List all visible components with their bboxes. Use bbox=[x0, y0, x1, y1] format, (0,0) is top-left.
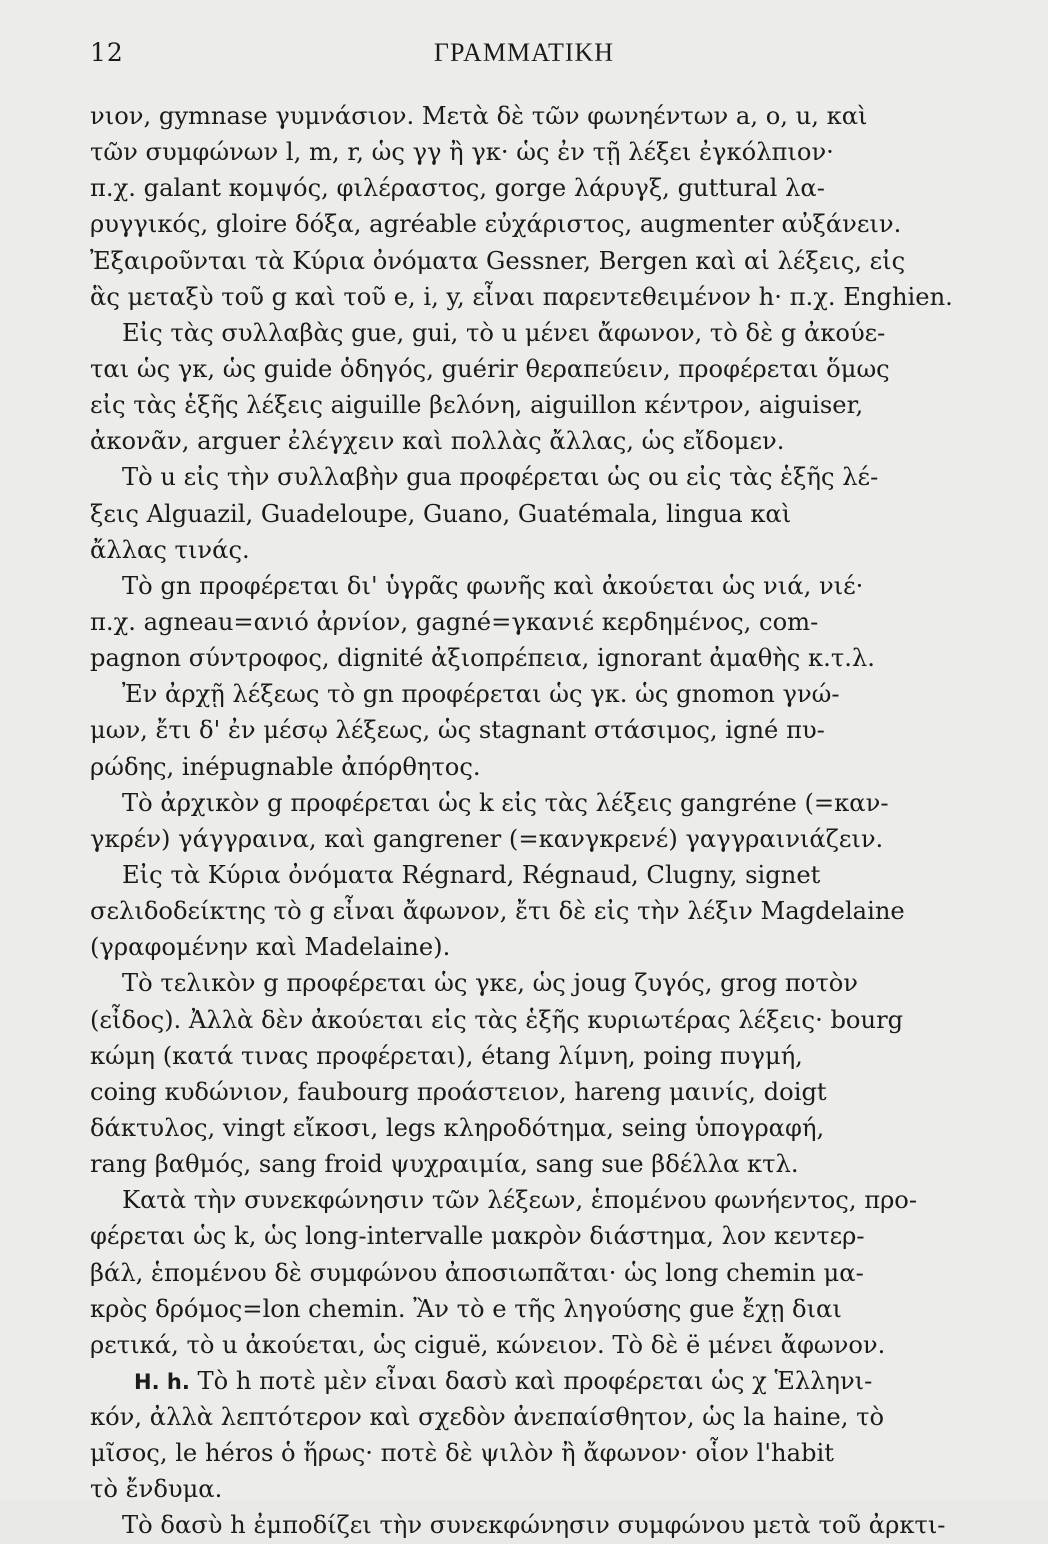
section-marker: H. h. bbox=[134, 1369, 190, 1394]
text-line: τὸ ἔνδυμα. bbox=[90, 1475, 223, 1504]
text-line: σελιδοδείκτης τὸ g εἶναι ἄφωνον, ἔτι δὲ εἰς τὴν λέξιν Magdelaine bbox=[90, 897, 905, 926]
text-line: μῖσος, le héros ὁ ἥρως· ποτὲ δὲ ψιλὸν ἢ ἄφωνον· οἷον l'habit bbox=[90, 1439, 834, 1468]
text-line: ἀκονᾶν, arguer ἐλέγχειν καὶ πολλὰς ἄλλας, ὡς εἴδομεν. bbox=[90, 427, 785, 456]
text-line: ξεις Alguazil, Guadeloupe, Guano, Guatémala, lingua καὶ bbox=[90, 499, 792, 528]
text-line: Τὸ gn προφέρεται δι' ὑγρᾶς φωνῆς καὶ ἀκούεται ὡς νιά, νιέ· bbox=[122, 571, 864, 600]
text-line: φέρεται ὡς k, ὡς long-intervalle μακρὸν διάστημα, λον κεντερ- bbox=[90, 1222, 865, 1251]
text-line: εἰς τὰς ἑξῆς λέξεις aiguille βελόνη, aiguillon κέντρον, aiguiser, bbox=[90, 391, 864, 420]
text-line: ρώδης, inépugnable ἀπόρθητος. bbox=[90, 752, 481, 781]
text-line: Τὸ ἀρχικὸν g προφέρεται ὡς k εἰς τὰς λέξεις gangréne (=καν- bbox=[122, 788, 889, 817]
text-line: κόν, ἀλλὰ λεπτότερον καὶ σχεδὸν ἀνεπαίσθητον, ὡς la haine, τὸ bbox=[90, 1403, 885, 1432]
text-line: Τὸ δασὺ h ἐμποδίζει τὴν συνεκφώνησιν συμφώνου μετὰ τοῦ ἀρκτι- bbox=[122, 1511, 946, 1540]
page-header bbox=[0, 38, 1048, 78]
text-line: κώμη (κατά τινας προφέρεται), étang λίμνη, poing πυγμή, bbox=[90, 1041, 803, 1070]
section-heading-line bbox=[90, 1363, 1010, 1399]
text-line: Τὸ h ποτὲ μὲν εἶναι δασὺ καὶ προφέρεται ὡς χ Ἑλληνι- bbox=[197, 1366, 873, 1395]
text-line: κρὸς δρόμος=lon chemin. Ἂν τὸ e τῆς ληγούσης gue ἔχῃ διαι bbox=[90, 1294, 842, 1323]
text-line: π.χ. agneau=ανιό ἀρνίον, gagné=γκανιέ κερδημένος, com- bbox=[90, 607, 819, 636]
text-line: rang βαθμός, sang froid ψυχραιμία, sang sue βδέλλα κτλ. bbox=[90, 1150, 799, 1179]
page-number: 12 bbox=[90, 38, 124, 67]
text-line: ἄλλας τινάς. bbox=[90, 535, 250, 564]
text-line: Εἰς τὰ Κύρια ὀνόματα Régnard, Régnaud, Clugny, signet bbox=[122, 860, 821, 889]
text-line: Κατὰ τὴν συνεκφώνησιν τῶν λέξεων, ἑπομένου φωνήεντος, προ- bbox=[122, 1186, 918, 1215]
text-line: γκρέν) γάγγραινα, καὶ gangrener (=κανγκρενέ) γαγγραινιάζειν. bbox=[90, 824, 884, 853]
text-line: Ἐξαιροῦνται τὰ Κύρια ὀνόματα Gessner, Bergen καὶ αἱ λέξεις, εἰς bbox=[90, 246, 906, 275]
text-line: μων, ἔτι δ' ἐν μέσῳ λέξεως, ὡς stagnant στάσιμος, igné πυ- bbox=[90, 716, 825, 745]
text-line: (εἶδος). Ἀλλὰ δὲν ἀκούεται εἰς τὰς ἑξῆς κυριωτέρας λέξεις· bourg bbox=[90, 1005, 904, 1034]
text-line: coing κυδώνιον, faubourg προάστειον, hareng μαινίς, doigt bbox=[90, 1077, 827, 1106]
body-text bbox=[90, 98, 1010, 1544]
text-line: Τὸ u εἰς τὴν συλλαβὴν gua προφέρεται ὡς ou εἰς τὰς ἑξῆς λέ- bbox=[122, 463, 879, 492]
text-line: Ἐν ἀρχῇ λέξεως τὸ gn προφέρεται ὡς γκ. ὡς gnomon γνώ- bbox=[122, 680, 840, 709]
text-line: βάλ, ἑπομένου δὲ συμφώνου ἀποσιωπᾶται· ὡς long chemin μα- bbox=[90, 1258, 864, 1287]
text-line: νιον, gymnase γυμνάσιον. Μετὰ δὲ τῶν φωνηέντων a, o, u, καὶ bbox=[90, 102, 868, 130]
text-line: pagnon σύντροφος, dignité ἀξιοπρέπεια, ignorant ἀμαθὴς κ.τ.λ. bbox=[90, 644, 875, 673]
text-line: (γραφομένην καὶ Madelaine). bbox=[90, 933, 451, 962]
running-title: ΓΡΑΜΜΑΤΙΚΗ bbox=[433, 38, 615, 67]
text-line: ται ὡς γκ, ὡς guide ὁδηγός, guérir θεραπεύειν, προφέρεται ὅμως bbox=[90, 354, 890, 383]
text-line: Τὸ τελικὸν g προφέρεται ὡς γκε, ὡς joug ζυγός, grog ποτὸν bbox=[122, 969, 858, 998]
text-line: ἃς μεταξὺ τοῦ g καὶ τοῦ e, i, y, εἶναι παρεντεθειμένον h· π.χ. Enghien. bbox=[90, 282, 953, 311]
text-line: π.χ. galant κομψός, φιλέραστος, gorge λάρυγξ, guttural λα- bbox=[90, 174, 825, 203]
text-line: Εἰς τὰς συλλαβὰς gue, gui, τὸ u μένει ἄφωνον, τὸ δὲ g ἀκούε- bbox=[122, 318, 886, 347]
text-line: δάκτυλος, vingt εἴκοσι, legs κληροδότημα, seing ὑπογραφή, bbox=[90, 1113, 825, 1142]
text-line: ρετικά, τὸ u ἀκούεται, ὡς ciguë, κώνειον. Τὸ δὲ ë μένει ἄφωνον. bbox=[90, 1330, 886, 1359]
text-line: ρυγγικός, gloire δόξα, agréable εὐχάριστος, augmenter αὐξάνειν. bbox=[90, 210, 902, 239]
text-line: τῶν συμφώνων l, m, r, ὡς γγ ἢ γκ· ὡς ἐν τῇ λέξει ἐγκόλπιον· bbox=[90, 138, 834, 167]
